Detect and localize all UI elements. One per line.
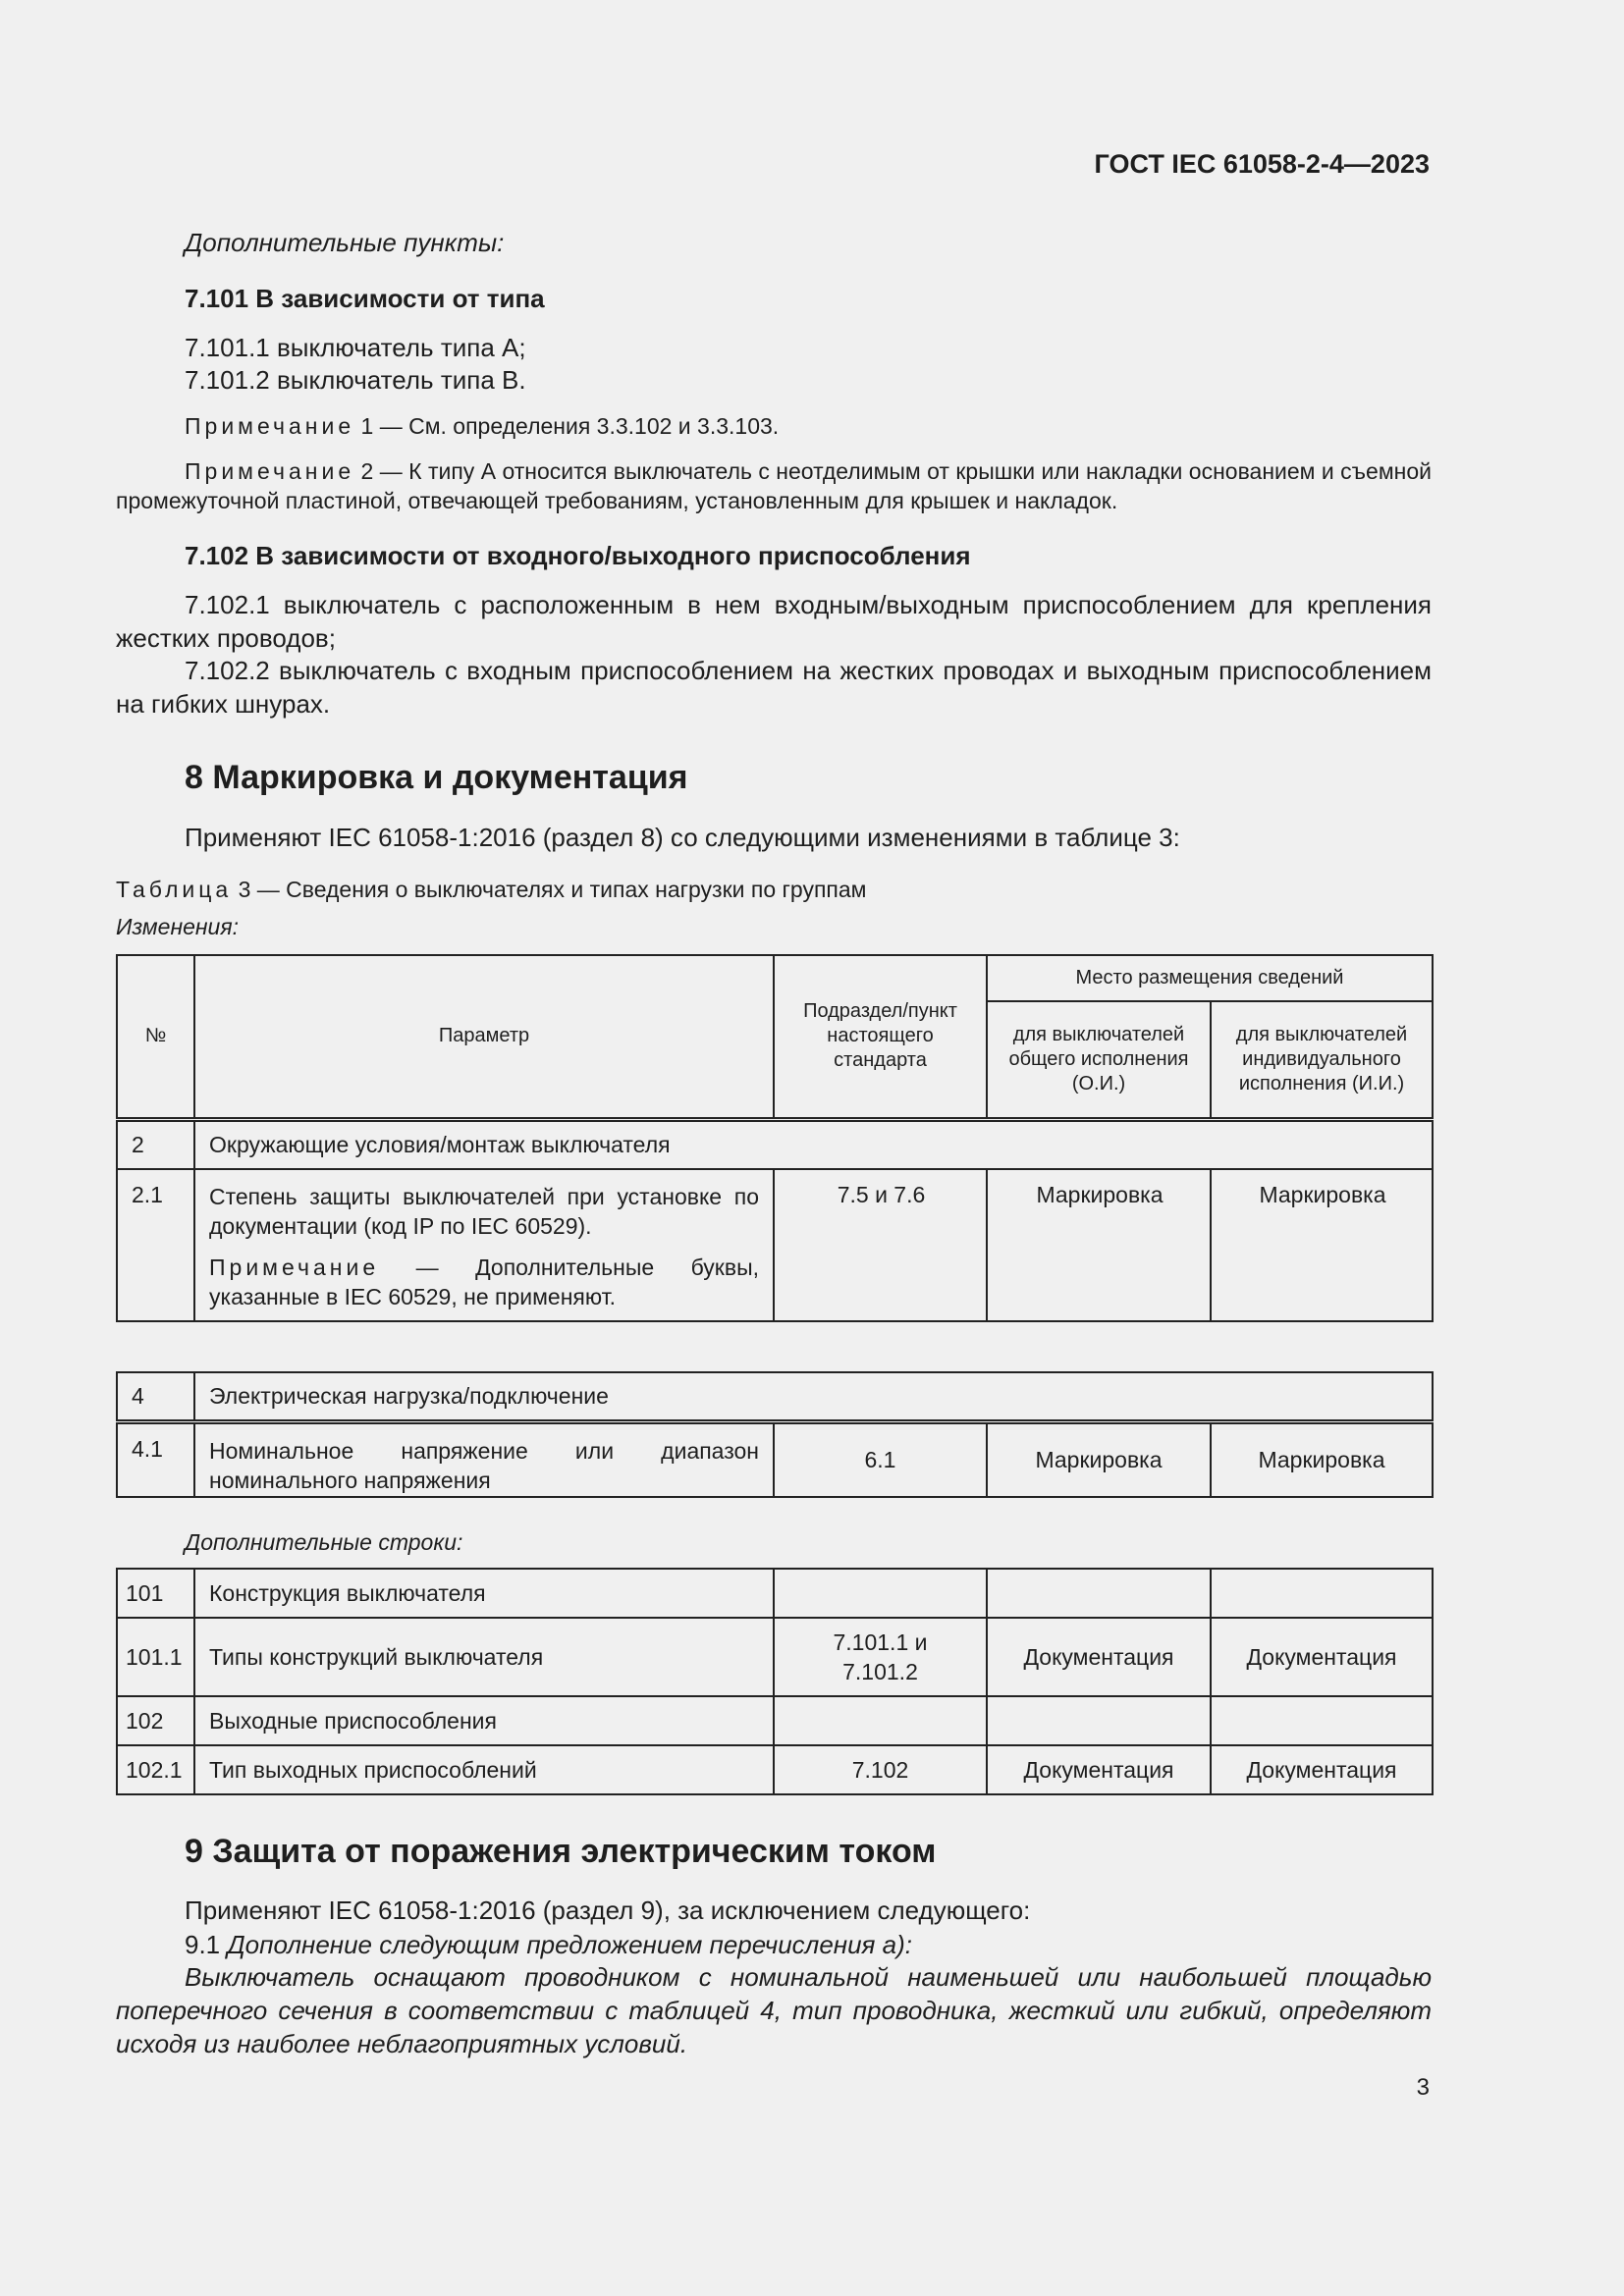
- item-7101-1: 7.101.1 выключатель типа А;: [185, 333, 526, 362]
- table-caption-text: 3 — Сведения о выключателях и типах нагрузки по группам: [232, 877, 867, 902]
- table-additional: [116, 1568, 1434, 1795]
- header-placement: Место размещения сведений: [987, 955, 1433, 1001]
- section-9-apply: Применяют IEC 61058-1:2016 (раздел 9), за исключением следующего:: [185, 1896, 1031, 1925]
- header-param: Параметр: [194, 955, 774, 1119]
- row-2-param: Окружающие условия/монтаж выключателя: [194, 1119, 1433, 1169]
- note-1-text: 1 — См. определения 3.3.102 и 3.3.103.: [354, 413, 780, 439]
- table-changes-2: [116, 1371, 1434, 1498]
- item-7102-2: 7.102.2 выключатель с входным приспособлением на жестких проводах и выходным приспособлением на гибких шнурах.: [116, 656, 1432, 719]
- add-row-sub: 7.102: [774, 1745, 987, 1794]
- add-row-param: Выходные приспособления: [194, 1696, 774, 1745]
- note-2-label: Примечание: [185, 458, 355, 484]
- table-caption-label: Таблица: [116, 877, 233, 902]
- item-9-1-no: 9.1: [185, 1930, 221, 1959]
- section-8-apply: Применяют IEC 61058-1:2016 (раздел 8) со следующими изменениями в таблице 3:: [185, 823, 1180, 852]
- section-9-paragraph: Выключатель оснащают проводником с номинальной наименьшей или наибольшей площадью поперечного сечения в соответствии с таблицей 4, тип проводника, жесткий или гибкий, определяют исходя из наиболее неблагоприятных условий.: [116, 1962, 1432, 2058]
- row-41-ii: Маркировка: [1211, 1421, 1433, 1497]
- table-caption: [116, 875, 866, 904]
- add-row-ii: Документация: [1211, 1745, 1433, 1794]
- additional-rows-label: Дополнительные строки:: [185, 1529, 463, 1555]
- item-7102-1: 7.102.1 выключатель с расположенным в нем входным/выходным приспособлением для крепления жестких проводов;: [116, 590, 1432, 653]
- add-row-oi: Документация: [987, 1618, 1211, 1696]
- add-row-ii: [1211, 1696, 1433, 1745]
- row-21-note-label: Примечание: [209, 1254, 380, 1280]
- item-7101-2: 7.101.2 выключатель типа В.: [185, 365, 526, 395]
- row-21-param-text: Степень защиты выключателей при установке по документации (код IP по IEC 60529).: [209, 1183, 759, 1239]
- item-9-1-text: Дополнение следующим предложением перечисления а):: [220, 1930, 912, 1959]
- section-7101-title: 7.101 В зависимости от типа: [185, 284, 545, 313]
- additional-items-label: Дополнительные пункты:: [185, 228, 505, 257]
- row-41-param: Номинальное напряжение или диапазон номинального напряжения: [194, 1421, 774, 1497]
- row-21-note-text: — Дополнительные буквы, указанные в IEC 60529, не применяют.: [209, 1254, 759, 1309]
- row-4-param: Электрическая нагрузка/подключение: [194, 1372, 1433, 1421]
- header-no: №: [117, 955, 194, 1119]
- add-row-oi: [987, 1696, 1211, 1745]
- add-row-sub: 7.101.1 и 7.101.2: [774, 1618, 987, 1696]
- item-9-1: [185, 1928, 912, 1961]
- add-row-no: 102.1: [117, 1745, 194, 1794]
- note-2: [116, 456, 1432, 515]
- row-4-no: 4: [117, 1372, 194, 1421]
- add-row-oi: [987, 1569, 1211, 1618]
- page-number: 3: [1416, 2074, 1430, 2101]
- add-row-oi: Документация: [987, 1745, 1211, 1794]
- add-row-sub: [774, 1569, 987, 1618]
- note-1: [185, 411, 779, 441]
- add-row-no: 101: [117, 1569, 194, 1618]
- table-changes-1: [116, 954, 1434, 1322]
- section-7102-title: 7.102 В зависимости от входного/выходного приспособления: [185, 541, 971, 570]
- add-row-sub: [774, 1696, 987, 1745]
- add-row-no: 101.1: [117, 1618, 194, 1696]
- row-2-no: 2: [117, 1119, 194, 1169]
- add-row-param: Конструкция выключателя: [194, 1569, 774, 1618]
- add-row-ii: Документация: [1211, 1618, 1433, 1696]
- add-row-param: Тип выходных приспособлений: [194, 1745, 774, 1794]
- row-21-param: [194, 1169, 774, 1321]
- changes-label: Изменения:: [116, 914, 240, 939]
- row-21-sub: 7.5 и 7.6: [774, 1169, 987, 1321]
- row-21-no: 2.1: [117, 1169, 194, 1321]
- row-41-sub: 6.1: [774, 1421, 987, 1497]
- document-id: ГОСТ IEC 61058-2-4—2023: [1094, 149, 1430, 179]
- note-2-text: 2 — К типу А относится выключатель с неотделимым от крышки или накладки основанием и съемной промежуточной пластиной, отвечающей требованиям, установленным для крышек и накладок.: [116, 458, 1432, 513]
- add-row-no: 102: [117, 1696, 194, 1745]
- row-41-oi: Маркировка: [987, 1421, 1211, 1497]
- add-row-param: Типы конструкций выключателя: [194, 1618, 774, 1696]
- add-row-ii: [1211, 1569, 1433, 1618]
- section-9-heading: 9 Защита от поражения электрическим током: [185, 1833, 937, 1870]
- row-41-no: 4.1: [117, 1421, 194, 1497]
- header-subsection: Подраздел/пункт настоящего стандарта: [774, 955, 987, 1119]
- row-21-ii: Маркировка: [1211, 1169, 1433, 1321]
- row-21-oi: Маркировка: [987, 1169, 1211, 1321]
- section-8-heading: 8 Маркировка и документация: [185, 759, 688, 796]
- header-individual: для выключателей индивидуального исполнения (И.И.): [1211, 1001, 1433, 1119]
- note-1-label: Примечание: [185, 413, 355, 439]
- header-general: для выключателей общего исполнения (О.И.): [987, 1001, 1211, 1119]
- row-21-note: [209, 1253, 759, 1311]
